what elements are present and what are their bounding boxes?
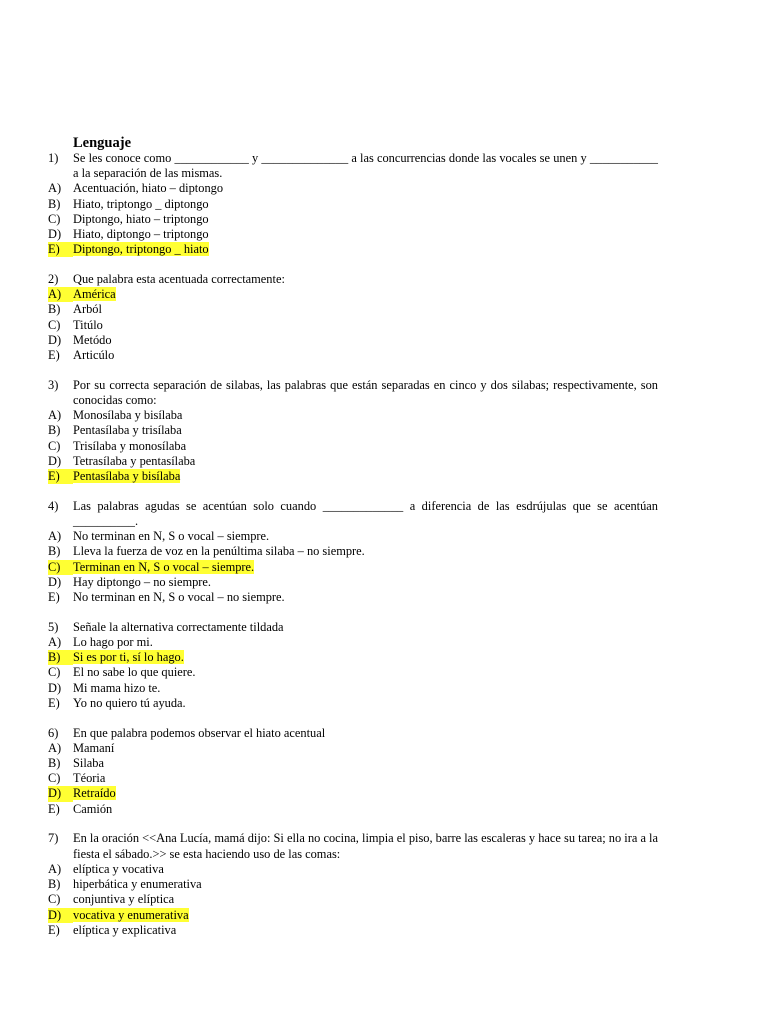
option-letter: E) — [48, 348, 60, 363]
option-text: elíptica y vocativa — [73, 861, 164, 876]
answer-option — [48, 227, 658, 242]
answer-option — [48, 408, 658, 423]
option-text: Lleva la fuerza de voz en la penúltima silaba – no siempre. — [73, 544, 365, 559]
option-letter: D) — [48, 786, 73, 801]
option-text: Acentuación, hiato – diptongo — [73, 181, 224, 196]
option-text: Tetrasílaba y pentasílaba — [73, 453, 196, 468]
option-letter: D) — [48, 332, 62, 347]
answer-option-highlighted — [48, 469, 658, 484]
option-text: Metódo — [73, 332, 112, 347]
answer-option — [48, 529, 658, 544]
answer-option — [48, 923, 658, 938]
question-list — [48, 151, 658, 953]
question-text: Que palabra esta acentuada correctamente: — [73, 272, 285, 287]
option-letter: B) — [48, 650, 73, 665]
option-letter: D) — [48, 680, 62, 695]
answer-option — [48, 318, 658, 333]
answer-option — [48, 348, 658, 363]
option-letter: C) — [48, 438, 61, 453]
answer-option-highlighted — [48, 786, 658, 801]
option-text: No terminan en N, S o vocal – no siempre. — [73, 590, 285, 605]
option-text: América — [73, 287, 116, 302]
answer-option — [48, 212, 658, 227]
answer-option — [48, 439, 658, 454]
answer-option — [48, 302, 658, 317]
option-text: Camión — [73, 801, 113, 816]
option-text: Hiato, triptongo _ diptongo — [73, 196, 209, 211]
option-letter: E) — [48, 242, 73, 257]
option-letter: B) — [48, 196, 61, 211]
option-letter: C) — [48, 665, 61, 680]
question-stem — [48, 726, 658, 741]
answer-option-highlighted — [48, 650, 658, 665]
option-text: Titúlo — [73, 317, 103, 332]
answer-option — [48, 635, 658, 650]
answer-option — [48, 771, 658, 786]
question-3 — [48, 378, 658, 484]
option-text: Yo no quiero tú ayuda. — [73, 695, 186, 710]
option-letter: C) — [48, 317, 61, 332]
question-text: En que palabra podemos observar el hiato acentual — [73, 725, 326, 740]
option-text: conjuntiva y elíptica — [73, 892, 175, 907]
option-letter: D) — [48, 453, 62, 468]
option-text: Silaba — [73, 756, 104, 771]
option-letter: D) — [48, 227, 62, 242]
answer-option — [48, 590, 658, 605]
option-text: Mi mama hizo te. — [73, 680, 161, 695]
question-stem — [48, 151, 658, 181]
option-text: Arból — [73, 302, 102, 317]
option-letter: C) — [48, 892, 61, 907]
question-text: Señale la alternativa correctamente tildada — [73, 619, 284, 634]
option-text: Pentasílaba y bisílaba — [73, 469, 181, 484]
answer-option — [48, 802, 658, 817]
answer-option-highlighted — [48, 560, 658, 575]
option-letter: E) — [48, 469, 73, 484]
question-stem — [48, 499, 658, 529]
answer-option — [48, 544, 658, 559]
option-text: Diptongo, hiato – triptongo — [73, 211, 209, 226]
option-letter: B) — [48, 302, 61, 317]
answer-option-highlighted — [48, 287, 658, 302]
option-text: Si es por ti, sí lo hago. — [73, 650, 184, 665]
question-7 — [48, 831, 658, 937]
question-text: Las palabras agudas se acentúan solo cuando _____________ a diferencia de las esdrújulas que se acentúan __________. — [73, 498, 658, 529]
answer-option — [48, 665, 658, 680]
option-letter: B) — [48, 756, 61, 771]
option-letter: C) — [48, 560, 73, 575]
option-letter: A) — [48, 861, 62, 876]
option-text: Articúlo — [73, 348, 115, 363]
answer-option-highlighted — [48, 242, 658, 257]
question-6 — [48, 726, 658, 817]
question-text: Por su correcta separación de silabas, las palabras que están separadas en cinco y dos silabas; respectivamente, son conocidas como: — [73, 377, 658, 408]
question-number: 6) — [48, 725, 59, 740]
option-text: Lo hago por mi. — [73, 635, 153, 650]
question-text: En la oración <<Ana Lucía, mamá dijo: Si ella no cocina, limpia el piso, barre las escaleras y hace su tarea; no ira a la fiesta el sábado.>> se esta haciendo uso de las comas: — [73, 831, 658, 861]
option-letter: A) — [48, 181, 62, 196]
question-number: 3) — [48, 377, 59, 392]
option-letter: D) — [48, 574, 62, 589]
question-1 — [48, 151, 658, 257]
question-number: 1) — [48, 151, 59, 165]
page-title: Lenguaje — [73, 135, 131, 151]
answer-option — [48, 696, 658, 711]
question-5 — [48, 620, 658, 711]
option-text: No terminan en N, S o vocal – siempre. — [73, 529, 270, 544]
option-text: Retraído — [73, 786, 116, 801]
question-number: 5) — [48, 619, 59, 634]
question-number: 7) — [48, 831, 59, 846]
option-text: vocativa y enumerativa — [73, 907, 189, 922]
question-number: 2) — [48, 272, 59, 287]
question-4 — [48, 499, 658, 605]
answer-option — [48, 333, 658, 348]
question-stem — [48, 620, 658, 635]
option-text: elíptica y explicativa — [73, 922, 177, 937]
option-letter: E) — [48, 922, 60, 937]
option-text: Hay diptongo – no siempre. — [73, 574, 211, 589]
option-letter: E) — [48, 801, 60, 816]
option-letter: A) — [48, 287, 73, 302]
option-letter: A) — [48, 740, 62, 755]
option-letter: A) — [48, 635, 62, 650]
question-number: 4) — [48, 498, 59, 513]
answer-option — [48, 454, 658, 469]
answer-option — [48, 892, 658, 907]
answer-option — [48, 181, 658, 196]
option-letter: B) — [48, 877, 61, 892]
option-letter: E) — [48, 695, 60, 710]
option-letter: B) — [48, 544, 61, 559]
answer-option — [48, 197, 658, 212]
question-2 — [48, 272, 658, 363]
option-text: Hiato, diptongo – triptongo — [73, 227, 209, 242]
question-stem — [48, 831, 658, 861]
option-letter: E) — [48, 590, 60, 605]
answer-option-highlighted — [48, 908, 658, 923]
answer-option — [48, 681, 658, 696]
question-text: Se les conoce como ____________ y ______________ a las concurrencias donde las vocales se unen y ___________ a la separación de las mismas. — [73, 151, 658, 181]
option-text: El no sabe lo que quiere. — [73, 665, 196, 680]
option-text: Monosílaba y bisílaba — [73, 408, 183, 423]
answer-option — [48, 423, 658, 438]
option-letter: C) — [48, 211, 61, 226]
answer-option — [48, 741, 658, 756]
option-letter: C) — [48, 771, 61, 786]
answer-option — [48, 756, 658, 771]
question-stem — [48, 272, 658, 287]
option-text: Diptongo, triptongo _ hiato — [73, 242, 209, 257]
option-text: hiperbática y enumerativa — [73, 877, 202, 892]
answer-option — [48, 862, 658, 877]
option-text: Mamaní — [73, 740, 115, 755]
option-letter: A) — [48, 529, 62, 544]
option-text: Téoria — [73, 771, 106, 786]
answer-option — [48, 575, 658, 590]
option-text: Terminan en N, S o vocal – siempre. — [73, 559, 255, 574]
option-letter: D) — [48, 908, 73, 923]
option-text: Trisílaba y monosílaba — [73, 438, 187, 453]
answer-option — [48, 877, 658, 892]
question-stem — [48, 378, 658, 408]
option-text: Pentasílaba y trisílaba — [73, 423, 182, 438]
option-letter: A) — [48, 408, 62, 423]
option-letter: B) — [48, 423, 61, 438]
